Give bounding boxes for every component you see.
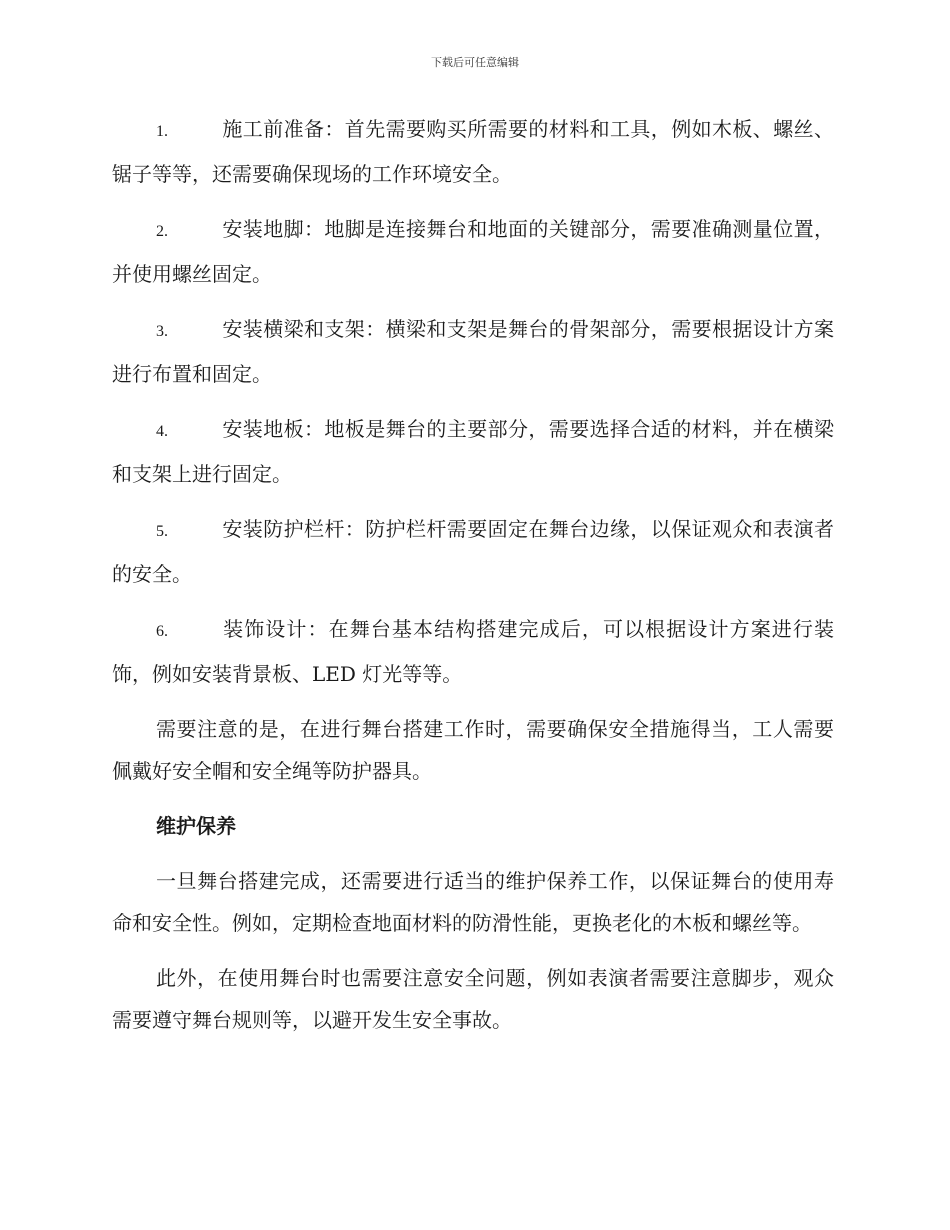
maintenance-paragraph: 此外，在使用舞台时也需要注意安全问题，例如表演者需要注意脚步，观众需要遵守舞台规则等，以避开发生安全事故。 bbox=[112, 966, 834, 1032]
maintenance-paragraph: 一旦舞台搭建完成，还需要进行适当的维护保养工作，以保证舞台的使用寿命和安全性。例如，定期检查地面材料的防滑性能，更换老化的木板和螺丝等。 bbox=[112, 869, 834, 935]
list-item-text: 施工前准备：首先需要购买所需要的材料和工具，例如木板、螺丝、锯子等等，还需要确保现场的工作环境安全。 bbox=[112, 117, 834, 186]
list-item bbox=[112, 108, 834, 195]
note-paragraph: 需要注意的是，在进行舞台搭建工作时，需要确保安全措施得当，工人需要佩戴好安全帽和安全绳等防护器具。 bbox=[112, 717, 834, 783]
list-item-number: 4. bbox=[156, 423, 168, 440]
document-body bbox=[112, 108, 834, 1054]
list-item-text: 安装地脚：地脚是连接舞台和地面的关键部分，需要准确测量位置，并使用螺丝固定。 bbox=[112, 217, 834, 286]
list-item-number: 2. bbox=[156, 223, 168, 240]
list-item-number: 3. bbox=[156, 323, 168, 340]
list-item-text: 装饰设计：在舞台基本结构搭建完成后，可以根据设计方案进行装饰，例如安装背景板、LED 灯光等等。 bbox=[112, 617, 834, 686]
section-heading: 维护保养 bbox=[156, 814, 236, 838]
list-item-number: 5. bbox=[156, 523, 168, 540]
list-item-text: 安装防护栏杆：防护栏杆需要固定在舞台边缘，以保证观众和表演者的安全。 bbox=[112, 517, 834, 586]
list-item-number: 6. bbox=[156, 623, 168, 640]
list-item bbox=[112, 508, 834, 595]
list-item bbox=[112, 208, 834, 295]
list-item-text: 安装地板：地板是舞台的主要部分，需要选择合适的材料，并在横梁和支架上进行固定。 bbox=[112, 417, 834, 486]
list-item-number: 1. bbox=[156, 123, 168, 140]
list-item bbox=[112, 608, 834, 695]
list-item bbox=[112, 408, 834, 495]
list-item-text: 安装横梁和支架：横梁和支架是舞台的骨架部分，需要根据设计方案进行布置和固定。 bbox=[112, 317, 834, 386]
list-item bbox=[112, 308, 834, 395]
page-header: 下载后可任意编辑 bbox=[431, 56, 519, 69]
